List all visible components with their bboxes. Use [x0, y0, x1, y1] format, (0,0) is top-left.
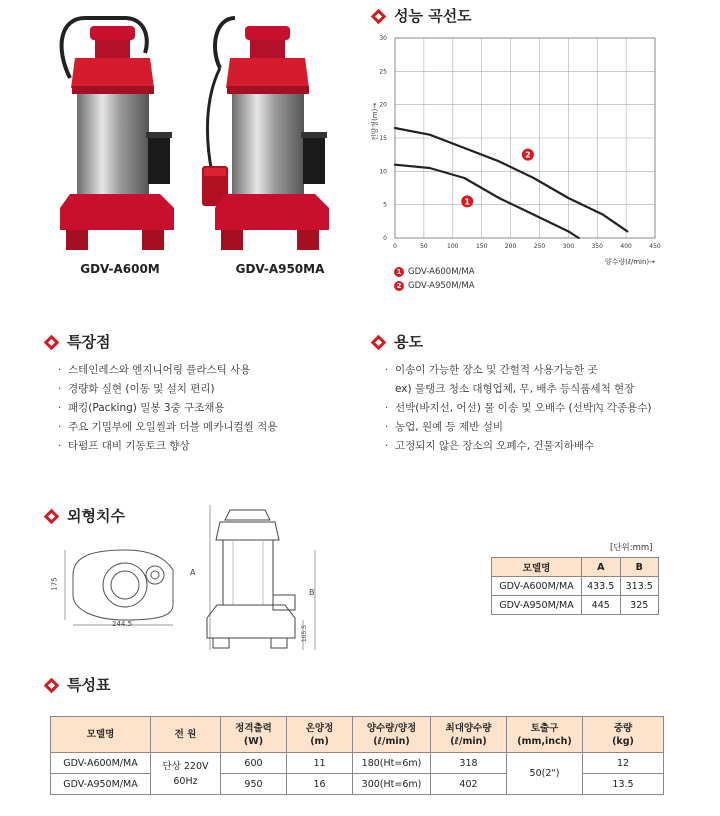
dimensions-header-row	[492, 558, 659, 577]
use-item: ex) 물탱크 청소 대형업체, 무, 배추 등식품세척 현장	[395, 383, 635, 395]
uses-section-title: 용도	[373, 331, 423, 352]
spec-col-flow: 양수량/양정 (ℓ/min)	[353, 717, 431, 753]
table-row: GDV-A950M/MA 950 16 300(Ht=6m) 402 13.5	[51, 774, 664, 795]
y-tick-label: 0	[383, 235, 387, 242]
x-tick-label: 150	[475, 243, 488, 250]
y-tick-label: 10	[379, 168, 387, 176]
dim-col-a: A	[582, 558, 621, 577]
x-tick-label: 50	[420, 243, 428, 250]
spec-col-model: 모델명	[51, 717, 151, 753]
product-image-right	[200, 8, 345, 258]
x-tick-label: 400	[620, 243, 632, 250]
product-caption-left: GDV-A600M	[80, 262, 160, 276]
dimensions-table	[491, 557, 659, 615]
specs-section-title: 특성표	[46, 674, 110, 695]
x-tick-label: 450	[649, 243, 661, 250]
spec-col-max-flow: 최대양수량 (ℓ/min)	[431, 717, 507, 753]
features-section-title: 특장점	[46, 331, 110, 352]
table-row: GDV-A950M/MA 445 325	[492, 596, 659, 615]
feature-item: · 경량화 실현 (이동 및 설치 편리)	[56, 380, 277, 399]
series-line-2	[395, 128, 627, 231]
dim-c-label: 105.5	[301, 624, 309, 643]
feature-item: · 주요 기밀부에 오일씰과 더블 메카니컬씰 적용	[56, 418, 277, 437]
legend-item-1: 1 GDV-A600M/MA	[394, 266, 475, 278]
feature-item: · 패킹(Packing) 밀봉 3중 구조채용	[56, 399, 277, 418]
y-tick-label: 25	[379, 68, 387, 76]
x-tick-label: 0	[393, 243, 397, 250]
feature-item: · 스테인레스와 엔지니어링 플라스틱 사용	[56, 361, 277, 380]
use-item: · 이송이 가능한 장소 및 간헐적 사용가능한 곳	[383, 361, 651, 380]
use-item: · 고정되지 않은 장소의 오폐수, 건물지하배수	[383, 437, 651, 456]
diamond-bullet-icon	[44, 335, 60, 351]
y-tick-label: 15	[379, 135, 387, 142]
series-marker-label: 2	[525, 150, 531, 160]
use-item: · 농업, 원예 등 제반 설비	[383, 418, 651, 437]
legend-item-2: 2 GDV-A950M/MA	[394, 280, 475, 292]
x-tick-label: 350	[591, 243, 603, 250]
power-cell: 단상 220V 60Hz	[151, 753, 221, 795]
use-item: · 선박(바지선, 어선) 물 이송 및 오배수 (선박內 각종용수)	[383, 399, 651, 418]
y-tick-label: 20	[379, 101, 387, 109]
y-axis-label: 전양정(m)→	[371, 102, 379, 142]
side-view-drawing	[195, 500, 335, 660]
x-axis-label: 양수량(ℓ/min)→	[604, 258, 655, 266]
spec-col-output: 정격출력 (W)	[221, 717, 287, 753]
table-row: GDV-A600M/MA 단상 220V 60Hz 600 11 180(Ht=6m) 318 50(2") 12	[51, 753, 664, 774]
product-image-left	[50, 8, 185, 258]
unit-note: [단위:mm]	[610, 543, 653, 553]
spec-col-outlet: 토출구 (mm,inch)	[507, 717, 583, 753]
dim-col-b: B	[620, 558, 659, 577]
series-line-1	[395, 165, 579, 238]
x-tick-label: 250	[533, 243, 546, 250]
features-list	[56, 361, 277, 456]
specs-table	[50, 716, 664, 795]
outlet-cell: 50(2")	[507, 753, 583, 795]
y-tick-label: 5	[383, 201, 387, 209]
dim-height-label: 175	[50, 577, 59, 591]
performance-section-title: 성능 곡선도	[373, 5, 472, 26]
dimensions-section-title: 외형치수	[46, 505, 125, 526]
performance-chart	[370, 28, 680, 268]
diamond-bullet-icon	[44, 509, 60, 525]
feature-item: · 타펌프 대비 기동토크 향상	[56, 437, 277, 456]
y-tick-label: 30	[379, 35, 387, 42]
dim-b-label: B	[309, 588, 315, 597]
spec-col-head: 온양정 (m)	[287, 717, 353, 753]
x-tick-label: 300	[562, 243, 575, 250]
x-tick-label: 100	[447, 243, 459, 250]
spec-col-power: 전 원	[151, 717, 221, 753]
x-tick-label: 200	[504, 243, 517, 250]
specs-header-row	[51, 717, 664, 753]
diamond-bullet-icon	[371, 9, 387, 25]
spec-col-weight: 중량 (kg)	[583, 717, 664, 753]
table-row: GDV-A600M/MA 433.5 313.5	[492, 577, 659, 596]
product-caption-right: GDV-A950MA	[235, 262, 325, 276]
chart-legend	[394, 266, 475, 292]
diamond-bullet-icon	[44, 678, 60, 694]
diamond-bullet-icon	[371, 335, 387, 351]
uses-list	[383, 361, 651, 456]
dim-width-label: 244.5	[112, 620, 133, 628]
dim-col-model: 모델명	[492, 558, 582, 577]
series-marker-label: 1	[464, 197, 471, 207]
dim-a-label: A	[190, 568, 196, 577]
